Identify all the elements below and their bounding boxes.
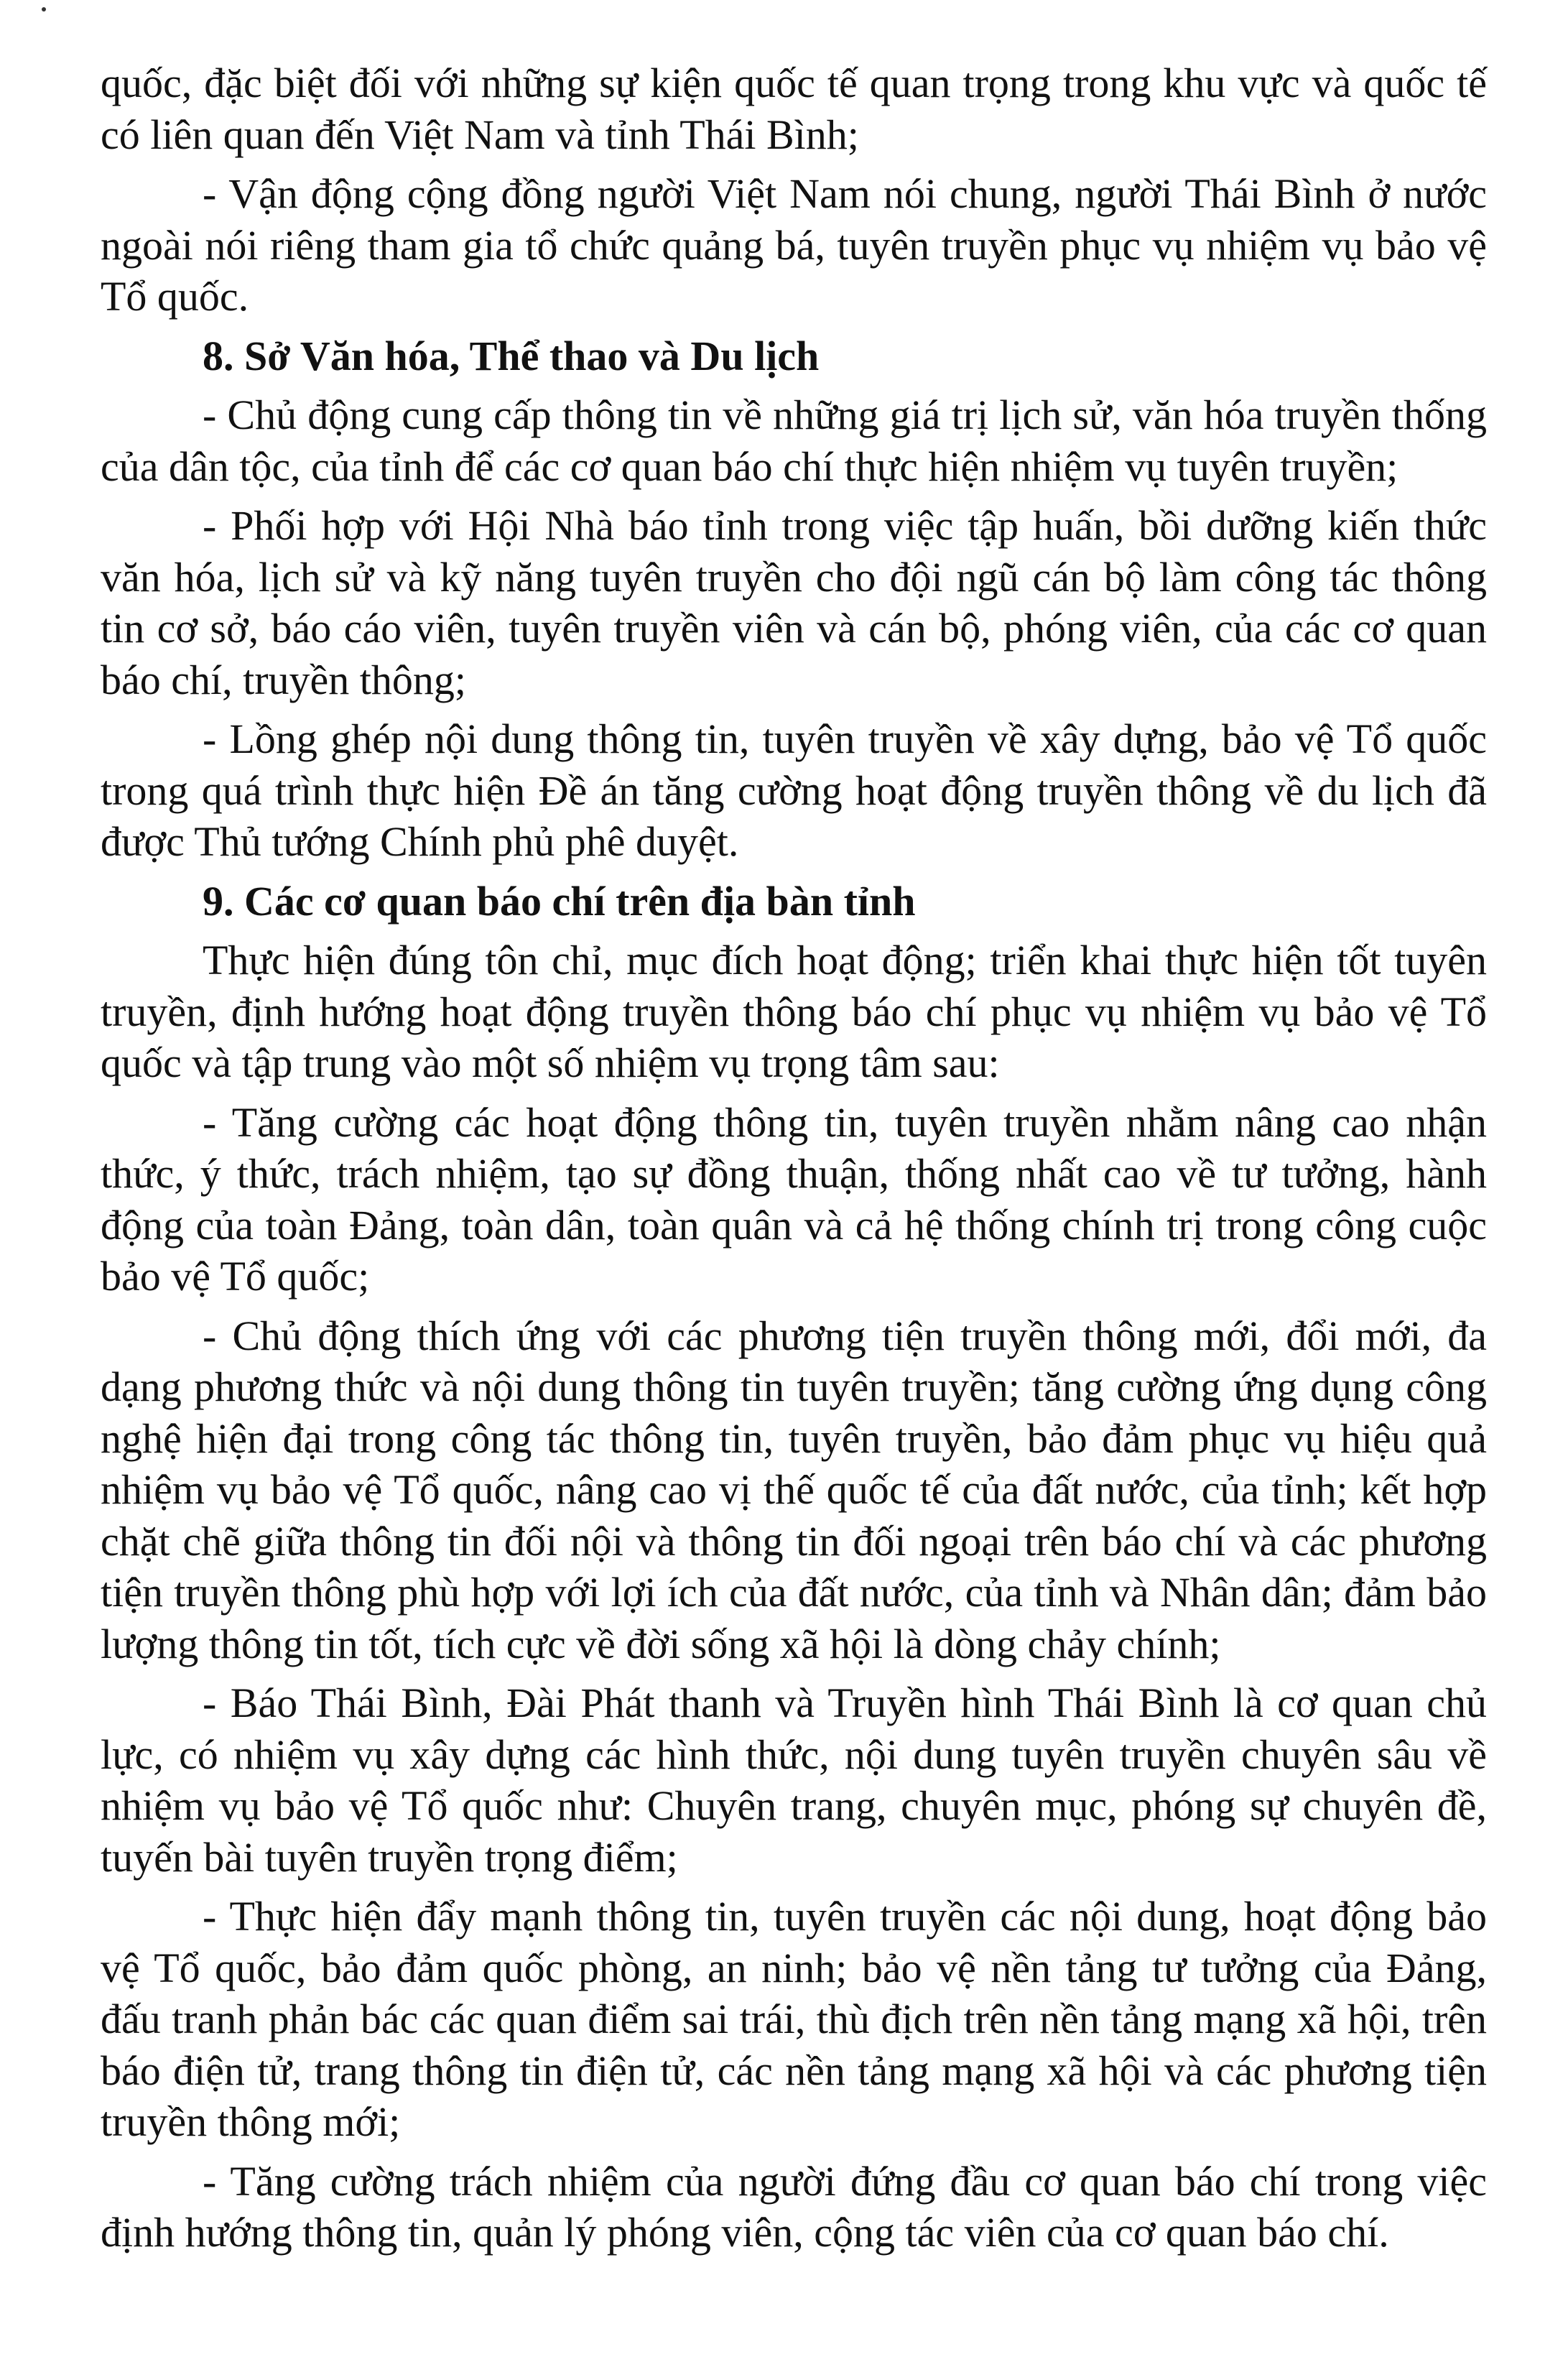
section-9-paragraph: Thực hiện đúng tôn chỉ, mục đích hoạt động; triển khai thực hiện tốt tuyên truyền, định hướng hoạt động truyền thông báo chí phục vụ nhiệm vụ bảo vệ Tổ quốc và tập trung vào một số nhiệm vụ trọng tâm sau: <box>101 937 1487 1086</box>
section-9-heading: 9. Các cơ quan báo chí trên địa bàn tỉnh <box>203 877 916 925</box>
section-8-heading: 8. Sở Văn hóa, Thể thao và Du lịch <box>203 332 820 379</box>
intro-paragraph: - Vận động cộng đồng người Việt Nam nói chung, người Thái Bình ở nước ngoài nói riêng tham gia tổ chức quảng bá, tuyên truyền phục vụ nhiệm vụ bảo vệ Tổ quốc. <box>101 170 1487 320</box>
section-8-paragraph: - Phối hợp với Hội Nhà báo tỉnh trong việc tập huấn, bồi dưỡng kiến thức văn hóa, lịch sử và kỹ năng tuyên truyền cho đội ngũ cán bộ làm công tác thông tin cơ sở, báo cáo viên, tuyên truyền viên và cán bộ, phóng viên, của các cơ quan báo chí, truyền thông; <box>101 502 1487 703</box>
section-9-paragraph: - Chủ động thích ứng với các phương tiện truyền thông mới, đổi mới, đa dạng phương thức và nội dung thông tin tuyên truyền; tăng cường ứng dụng công nghệ hiện đại trong công tác thông tin, tuyên truyền, bảo đảm phục vụ hiệu quả nhiệm vụ bảo vệ Tổ quốc, nâng cao vị thế quốc tế của đất nước, của tỉnh; kết hợp chặt chẽ giữa thông tin đối nội và thông tin đối ngoại trên báo chí và các phương tiện truyền thông phù hợp với lợi ích của đất nước, của tỉnh và Nhân dân; đảm bảo lượng thông tin tốt, tích cực về đời sống xã hội là dòng chảy chính; <box>101 1312 1487 1667</box>
scan-speck <box>42 7 46 11</box>
section-9-paragraph: - Tăng cường các hoạt động thông tin, tuyên truyền nhằm nâng cao nhận thức, ý thức, trách nhiệm, tạo sự đồng thuận, thống nhất cao về tư tưởng, hành động của toàn Đảng, toàn dân, toàn quân và cả hệ thống chính trị trong công cuộc bảo vệ Tổ quốc; <box>101 1098 1487 1300</box>
section-9-paragraph: - Báo Thái Bình, Đài Phát thanh và Truyền hình Thái Bình là cơ quan chủ lực, có nhiệm vụ xây dựng các hình thức, nội dung tuyên truyền chuyên sâu về nhiệm vụ bảo vệ Tổ quốc như: Chuyên trang, chuyên mục, phóng sự chuyên đề, tuyến bài tuyên truyền trọng điểm; <box>101 1680 1487 1881</box>
document-page <box>101 57 1487 2266</box>
section-9-paragraph: - Thực hiện đẩy mạnh thông tin, tuyên truyền các nội dung, hoạt động bảo vệ Tổ quốc, bảo đảm quốc phòng, an ninh; bảo vệ nền tảng tư tưởng của Đảng, đấu tranh phản bác các quan điểm sai trái, thù địch trên nền tảng mạng xã hội, trên báo điện tử, trang thông tin điện tử, các nền tảng mạng xã hội và các phương tiện truyền thông mới; <box>101 1893 1487 2145</box>
section-8-paragraph: - Lồng ghép nội dung thông tin, tuyên truyền về xây dựng, bảo vệ Tổ quốc trong quá trình thực hiện Đề án tăng cường hoạt động truyền thông về du lịch đã được Thủ tướng Chính phủ phê duyệt. <box>101 715 1487 865</box>
intro-paragraph-continuation: quốc, đặc biệt đối với những sự kiện quốc tế quan trọng trong khu vực và quốc tế có liên quan đến Việt Nam và tỉnh Thái Bình; <box>101 60 1487 158</box>
section-9-paragraph: - Tăng cường trách nhiệm của người đứng đầu cơ quan báo chí trong việc định hướng thông tin, quản lý phóng viên, cộng tác viên của cơ quan báo chí. <box>101 2157 1487 2256</box>
section-8-paragraph: - Chủ động cung cấp thông tin về những giá trị lịch sử, văn hóa truyền thống của dân tộc, của tỉnh để các cơ quan báo chí thực hiện nhiệm vụ tuyên truyền; <box>101 392 1487 490</box>
